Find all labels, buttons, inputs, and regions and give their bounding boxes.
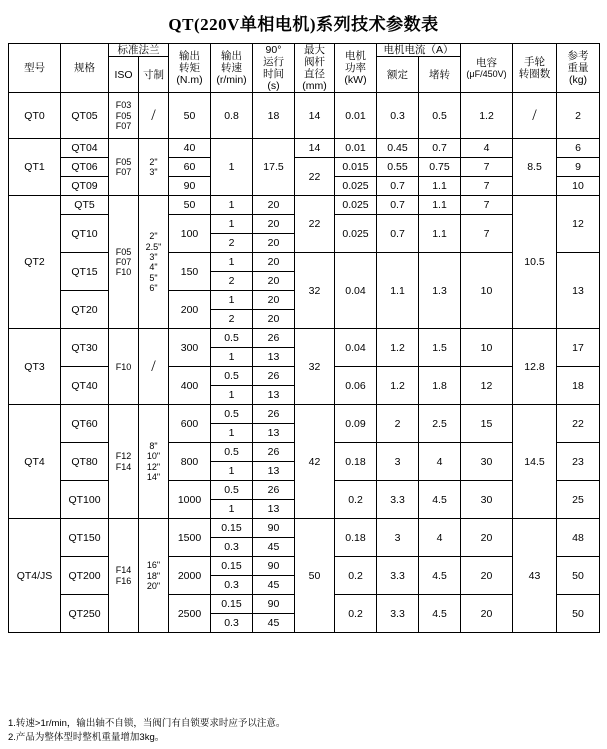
th-torque-unit: (N.m) — [176, 74, 203, 87]
cell-speed: 0.5 — [211, 443, 253, 462]
cell-stem: 14 — [295, 93, 335, 139]
cell-speed: 0.5 — [211, 367, 253, 386]
cell-weight: 25 — [557, 481, 600, 519]
cell-hand: 10.5 — [513, 196, 557, 329]
cell-model: QT2 — [9, 196, 61, 329]
cell-torque: 40 — [169, 139, 211, 158]
cell-spec: QT20 — [61, 291, 109, 329]
cell-rated: 3 — [377, 443, 419, 481]
cell-weight: 18 — [557, 367, 600, 405]
footnote-1: 1.转速>1r/min，输出轴不自锁，当阀门有自锁要求时应予以注意。 — [8, 717, 286, 729]
cell-locked: 4 — [419, 443, 461, 481]
cell-hand: / — [513, 93, 557, 139]
cell-time: 26 — [253, 481, 295, 500]
cell-speed: 1 — [211, 291, 253, 310]
th-handwheel: 手轮 转圈数 — [513, 44, 557, 93]
cell-stem: 32 — [295, 253, 335, 329]
cell-time: 45 — [253, 614, 295, 633]
cell-power: 0.04 — [335, 253, 377, 329]
cell-locked: 4.5 — [419, 557, 461, 595]
cell-cap: 10 — [461, 253, 513, 329]
cell-time: 26 — [253, 405, 295, 424]
cell-cap: 1.2 — [461, 93, 513, 139]
cell-speed: 0.3 — [211, 614, 253, 633]
cell-locked: 4.5 — [419, 595, 461, 633]
cell-weight: 10 — [557, 177, 600, 196]
cell-rated: 3.3 — [377, 481, 419, 519]
cell-torque: 50 — [169, 196, 211, 215]
cell-weight: 13 — [557, 253, 600, 329]
cell-speed: 0.15 — [211, 519, 253, 538]
cell-inch: 2" 2.5" 3" 4" 5" 6" — [139, 196, 169, 329]
cell-cap: 4 — [461, 139, 513, 158]
cell-rated: 3 — [377, 519, 419, 557]
cell-time: 20 — [253, 291, 295, 310]
th-current-locked: 堵转 — [419, 57, 461, 93]
cell-time: 13 — [253, 348, 295, 367]
th-speed-label: 输出 转速 — [221, 50, 242, 75]
cell-rated: 0.7 — [377, 196, 419, 215]
cell-speed: 0.3 — [211, 576, 253, 595]
cell-speed: 1 — [211, 462, 253, 481]
table-row — [9, 519, 600, 538]
cell-cap: 20 — [461, 519, 513, 557]
cell-power: 0.2 — [335, 557, 377, 595]
table-row — [9, 139, 600, 158]
cell-power: 0.06 — [335, 367, 377, 405]
table-body — [9, 93, 600, 633]
table-row — [9, 93, 600, 139]
cell-locked: 1.3 — [419, 253, 461, 329]
th-torque — [169, 44, 211, 93]
cell-inch: 16" 18" 20" — [139, 519, 169, 633]
th-speed — [211, 44, 253, 93]
cell-rated: 0.7 — [377, 215, 419, 253]
th-cap-label: 电容 — [476, 56, 498, 69]
cell-time: 20 — [253, 234, 295, 253]
cell-stem: 50 — [295, 519, 335, 633]
cell-power: 0.01 — [335, 139, 377, 158]
cell-iso: F05 F07 F10 — [109, 196, 139, 329]
cell-iso: F10 — [109, 329, 139, 405]
th-cap-unit: (μF/450V) — [466, 68, 507, 79]
table-row — [9, 158, 600, 177]
cell-speed: 0.15 — [211, 595, 253, 614]
cell-spec: QT200 — [61, 557, 109, 595]
th-time90 — [253, 44, 295, 93]
cell-locked: 4.5 — [419, 481, 461, 519]
cell-power: 0.04 — [335, 329, 377, 367]
cell-speed: 0.3 — [211, 538, 253, 557]
cell-speed: 1 — [211, 500, 253, 519]
cell-torque: 2000 — [169, 557, 211, 595]
th-power-unit: (kW) — [344, 74, 367, 87]
cell-torque: 300 — [169, 329, 211, 367]
cell-iso: F14 F16 — [109, 519, 139, 633]
cell-time: 26 — [253, 367, 295, 386]
cell-torque: 60 — [169, 158, 211, 177]
cell-spec: QT5 — [61, 196, 109, 215]
cell-time: 90 — [253, 595, 295, 614]
cell-speed: 2 — [211, 310, 253, 329]
cell-cap: 12 — [461, 367, 513, 405]
th-weight-label: 参考 重量 — [567, 50, 589, 75]
cell-power: 0.2 — [335, 481, 377, 519]
cell-rated: 3.3 — [377, 595, 419, 633]
cell-model: QT1 — [9, 139, 61, 196]
th-power-label: 电机 功率 — [345, 50, 366, 75]
cell-stem: 32 — [295, 329, 335, 405]
cell-speed: 0.15 — [211, 557, 253, 576]
cell-weight: 17 — [557, 329, 600, 367]
cell-model: QT3 — [9, 329, 61, 405]
cell-speed: 2 — [211, 234, 253, 253]
cell-spec: QT05 — [61, 93, 109, 139]
cell-speed: 1 — [211, 215, 253, 234]
cell-power: 0.18 — [335, 443, 377, 481]
th-time90-label: 90° 运行 时间 — [263, 44, 284, 81]
th-capacitance — [461, 44, 513, 93]
th-flange: 标准法兰 — [109, 44, 169, 57]
cell-inch: / — [139, 329, 169, 405]
table-head — [9, 44, 600, 93]
th-weight — [557, 44, 600, 93]
cell-locked: 1.5 — [419, 329, 461, 367]
cell-rated: 0.45 — [377, 139, 419, 158]
cell-model: QT4 — [9, 405, 61, 519]
cell-hand: 43 — [513, 519, 557, 633]
cell-spec: QT09 — [61, 177, 109, 196]
cell-spec: QT10 — [61, 215, 109, 253]
cell-speed: 1 — [211, 386, 253, 405]
table-row — [9, 253, 600, 272]
th-model: 型号 — [9, 44, 61, 93]
cell-spec: QT30 — [61, 329, 109, 367]
cell-speed: 1 — [211, 139, 253, 196]
cell-spec: QT250 — [61, 595, 109, 633]
cell-iso: F12 F14 — [109, 405, 139, 519]
cell-rated: 1.2 — [377, 367, 419, 405]
cell-weight: 6 — [557, 139, 600, 158]
cell-power: 0.01 — [335, 93, 377, 139]
cell-spec: QT150 — [61, 519, 109, 557]
cell-torque: 400 — [169, 367, 211, 405]
cell-power: 0.025 — [335, 215, 377, 253]
cell-rated: 0.3 — [377, 93, 419, 139]
cell-spec: QT60 — [61, 405, 109, 443]
cell-torque: 1000 — [169, 481, 211, 519]
cell-locked: 1.8 — [419, 367, 461, 405]
th-flange-iso: ISO — [109, 57, 139, 93]
cell-rated: 1.1 — [377, 253, 419, 329]
cell-weight: 2 — [557, 93, 600, 139]
cell-inch: / — [139, 93, 169, 139]
cell-locked: 1.1 — [419, 196, 461, 215]
cell-speed: 1 — [211, 196, 253, 215]
cell-stem: 22 — [295, 196, 335, 253]
cell-locked: 1.1 — [419, 177, 461, 196]
cell-cap: 7 — [461, 158, 513, 177]
page-title: QT(220V单相电机)系列技术参数表 — [168, 15, 439, 34]
cell-spec: QT80 — [61, 443, 109, 481]
cell-torque: 100 — [169, 215, 211, 253]
cell-torque: 2500 — [169, 595, 211, 633]
cell-cap: 7 — [461, 215, 513, 253]
cell-hand: 12.8 — [513, 329, 557, 405]
cell-locked: 0.7 — [419, 139, 461, 158]
cell-torque: 800 — [169, 443, 211, 481]
cell-cap: 30 — [461, 443, 513, 481]
cell-weight: 22 — [557, 405, 600, 443]
cell-weight: 50 — [557, 595, 600, 633]
th-spec: 规格 — [61, 44, 109, 93]
cell-locked: 0.75 — [419, 158, 461, 177]
cell-power: 0.025 — [335, 177, 377, 196]
cell-hand: 14.5 — [513, 405, 557, 519]
cell-locked: 1.1 — [419, 215, 461, 253]
cell-model: QT0 — [9, 93, 61, 139]
cell-power: 0.025 — [335, 196, 377, 215]
th-torque-label: 输出 转矩 — [179, 50, 200, 75]
cell-torque: 150 — [169, 253, 211, 291]
cell-cap: 30 — [461, 481, 513, 519]
cell-time: 26 — [253, 329, 295, 348]
th-flange-inch: 寸制 — [139, 57, 169, 93]
th-stem-label: 最大 阀杆 直径 — [304, 44, 325, 81]
cell-torque: 1500 — [169, 519, 211, 557]
cell-spec: QT100 — [61, 481, 109, 519]
cell-cap: 20 — [461, 557, 513, 595]
cell-speed: 0.8 — [211, 93, 253, 139]
cell-stem: 14 — [295, 139, 335, 158]
cell-time: 20 — [253, 196, 295, 215]
cell-stem: 42 — [295, 405, 335, 519]
cell-rated: 2 — [377, 405, 419, 443]
th-stem — [295, 44, 335, 93]
th-power — [335, 44, 377, 93]
cell-time: 20 — [253, 310, 295, 329]
cell-speed: 0.5 — [211, 329, 253, 348]
cell-rated: 3.3 — [377, 557, 419, 595]
cell-speed: 0.5 — [211, 405, 253, 424]
cell-speed: 2 — [211, 272, 253, 291]
cell-speed: 0.5 — [211, 481, 253, 500]
cell-spec: QT15 — [61, 253, 109, 291]
cell-time: 26 — [253, 443, 295, 462]
cell-cap: 7 — [461, 177, 513, 196]
cell-time: 13 — [253, 386, 295, 405]
cell-weight: 9 — [557, 158, 600, 177]
cell-time: 45 — [253, 538, 295, 557]
cell-rated: 0.55 — [377, 158, 419, 177]
cell-time: 17.5 — [253, 139, 295, 196]
footnote-2: 2.产品为整体型时整机重量增加3kg。 — [8, 731, 165, 743]
cell-spec: QT06 — [61, 158, 109, 177]
cell-inch: 8" 10" 12" 14" — [139, 405, 169, 519]
cell-stem: 22 — [295, 158, 335, 196]
cell-speed: 1 — [211, 253, 253, 272]
spec-table — [8, 43, 600, 633]
cell-cap: 10 — [461, 329, 513, 367]
cell-weight: 48 — [557, 519, 600, 557]
cell-iso: F03 F05 F07 — [109, 93, 139, 139]
cell-time: 18 — [253, 93, 295, 139]
cell-speed: 1 — [211, 348, 253, 367]
cell-time: 13 — [253, 462, 295, 481]
th-time90-unit: (s) — [267, 80, 280, 93]
header-row-1 — [9, 44, 600, 57]
th-weight-unit: (kg) — [568, 74, 588, 87]
cell-power: 0.015 — [335, 158, 377, 177]
cell-speed: 1 — [211, 424, 253, 443]
cell-cap: 20 — [461, 595, 513, 633]
footnotes — [8, 717, 285, 746]
cell-iso: F05 F07 — [109, 139, 139, 196]
th-current-rated: 额定 — [377, 57, 419, 93]
cell-rated: 1.2 — [377, 329, 419, 367]
table-row — [9, 196, 600, 215]
table-row — [9, 329, 600, 348]
cell-time: 20 — [253, 253, 295, 272]
th-current: 电机电流（A） — [377, 44, 461, 57]
cell-time: 20 — [253, 272, 295, 291]
th-stem-unit: (mm) — [302, 80, 327, 93]
cell-power: 0.09 — [335, 405, 377, 443]
cell-hand: 8.5 — [513, 139, 557, 196]
cell-torque: 90 — [169, 177, 211, 196]
cell-torque: 200 — [169, 291, 211, 329]
cell-time: 13 — [253, 424, 295, 443]
cell-weight: 50 — [557, 557, 600, 595]
cell-spec: QT40 — [61, 367, 109, 405]
cell-locked: 0.5 — [419, 93, 461, 139]
cell-torque: 50 — [169, 93, 211, 139]
cell-locked: 4 — [419, 519, 461, 557]
cell-torque: 600 — [169, 405, 211, 443]
th-speed-unit: (r/min) — [216, 74, 247, 87]
cell-model: QT4/JS — [9, 519, 61, 633]
cell-time: 45 — [253, 576, 295, 595]
cell-cap: 7 — [461, 196, 513, 215]
cell-cap: 15 — [461, 405, 513, 443]
cell-power: 0.18 — [335, 519, 377, 557]
cell-locked: 2.5 — [419, 405, 461, 443]
cell-time: 90 — [253, 557, 295, 576]
cell-spec: QT04 — [61, 139, 109, 158]
cell-weight: 12 — [557, 196, 600, 253]
cell-time: 13 — [253, 500, 295, 519]
table-row — [9, 405, 600, 424]
cell-rated: 0.7 — [377, 177, 419, 196]
cell-power: 0.2 — [335, 595, 377, 633]
cell-time: 20 — [253, 215, 295, 234]
cell-inch: 2" 3" — [139, 139, 169, 196]
cell-weight: 23 — [557, 443, 600, 481]
cell-time: 90 — [253, 519, 295, 538]
